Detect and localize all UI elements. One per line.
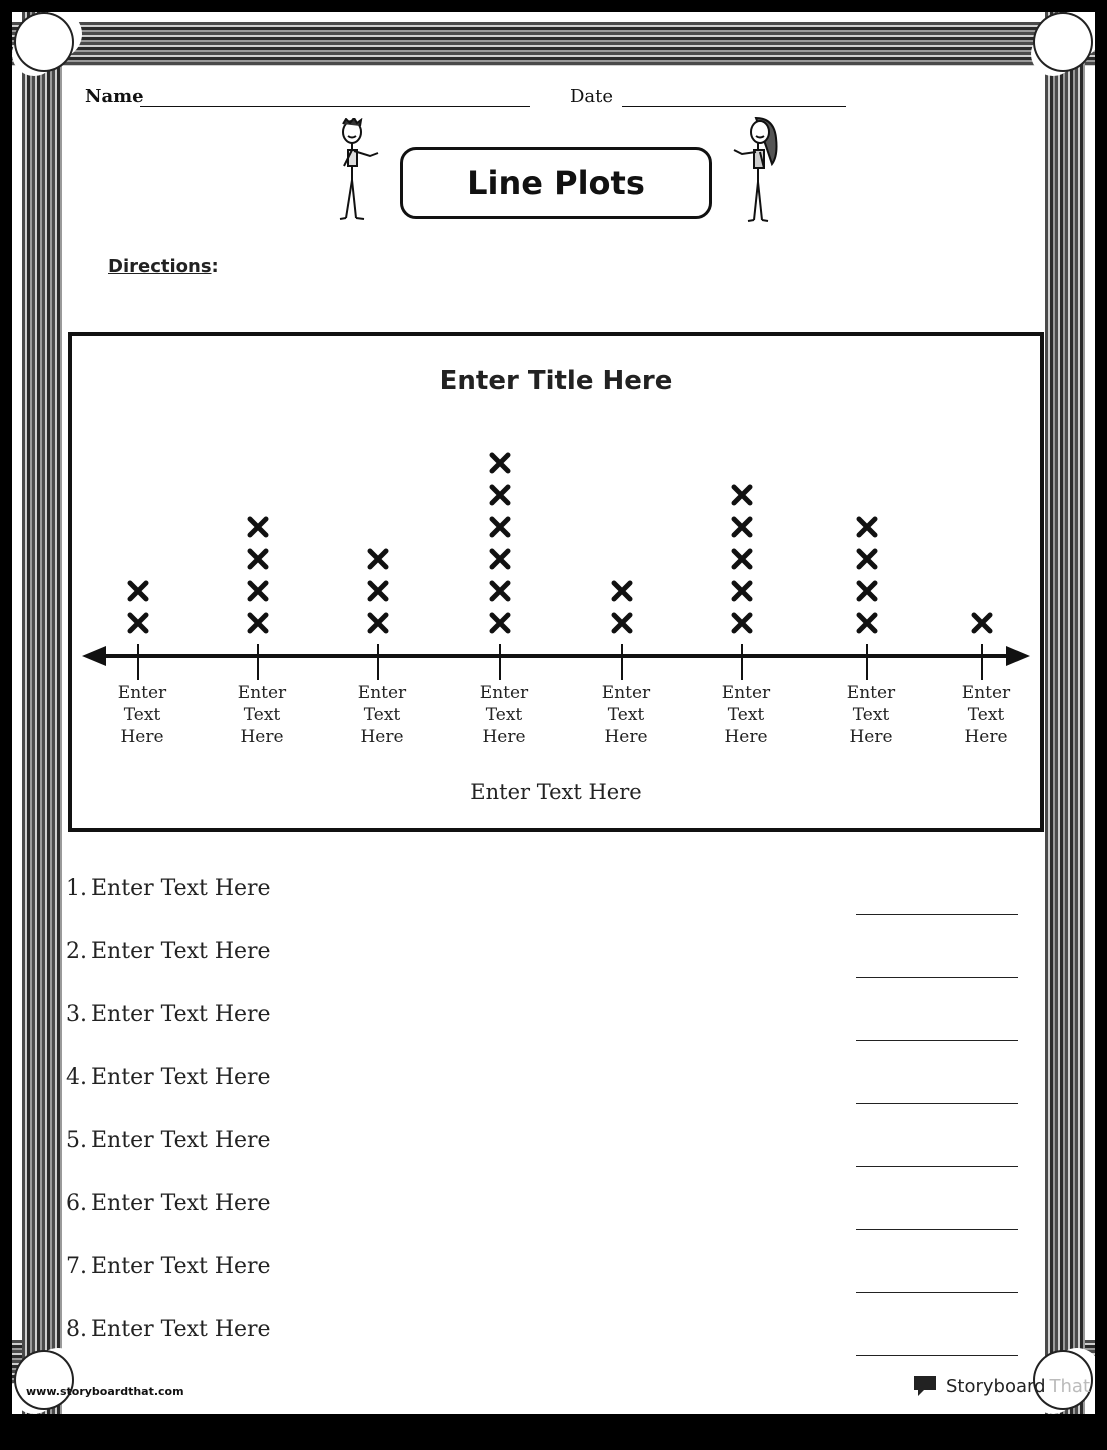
- x-mark-icon: [734, 583, 750, 599]
- x-mark-icon: [859, 583, 875, 599]
- question-number: 1.: [66, 876, 87, 901]
- x-mark-icon: [492, 551, 508, 567]
- storyboardthat-logo: [912, 1374, 1090, 1398]
- x-axis-label: Enter Text Here: [470, 780, 642, 804]
- x-mark-icon: [614, 583, 630, 599]
- question-text: Enter Text Here: [91, 1317, 271, 1342]
- worksheet-page: [12, 12, 1095, 1414]
- answer-line[interactable]: [856, 1166, 1018, 1167]
- directions-label-text: Directions: [108, 256, 212, 277]
- question-text: Enter Text Here: [91, 1128, 271, 1153]
- tick-label: Enter Text Here: [479, 683, 529, 747]
- question-number: 4.: [66, 1065, 87, 1090]
- question-row: [66, 1254, 1026, 1294]
- x-mark-icon: [614, 615, 630, 631]
- line-plot-box: [68, 332, 1044, 832]
- x-mark-icon: [492, 615, 508, 631]
- tick-label: Enter Text Here: [237, 683, 287, 747]
- brand-light-text: That: [1049, 1375, 1091, 1397]
- question-number: 2.: [66, 939, 87, 964]
- tick-label: Enter Text Here: [357, 683, 407, 747]
- tick-label: Enter Text Here: [721, 683, 771, 747]
- question-number: 8.: [66, 1317, 87, 1342]
- x-mark-icon: [492, 583, 508, 599]
- date-label: Date: [570, 86, 614, 107]
- corner-cloud-bottom-left: [16, 1352, 72, 1408]
- x-mark-icon: [370, 551, 386, 567]
- worksheet-title: Line Plots: [400, 147, 712, 219]
- frame-top-border: [12, 22, 1095, 66]
- question-number: 6.: [66, 1191, 87, 1216]
- right-arrowhead: [1006, 646, 1030, 666]
- directions-label: [108, 256, 219, 277]
- x-mark-icon: [130, 615, 146, 631]
- question-text: Enter Text Here: [91, 876, 271, 901]
- stick-girl-icon: [728, 116, 788, 226]
- date-field[interactable]: [622, 106, 846, 107]
- name-label: Name: [85, 86, 144, 107]
- tick-label: Enter Text Here: [961, 683, 1011, 747]
- question-row: [66, 1317, 1026, 1357]
- answer-line[interactable]: [856, 1292, 1018, 1293]
- x-mark-icon: [370, 615, 386, 631]
- question-text: Enter Text Here: [91, 1254, 271, 1279]
- frame-left-border: [22, 12, 62, 1414]
- x-mark-icon: [492, 455, 508, 471]
- speech-bubble-icon: [912, 1374, 942, 1398]
- corner-cloud-top-right: [1035, 14, 1091, 70]
- question-text: Enter Text Here: [91, 939, 271, 964]
- line-plot-chart: [72, 336, 1040, 828]
- answer-line[interactable]: [856, 1355, 1018, 1356]
- x-mark-icon: [859, 551, 875, 567]
- x-mark-icon: [370, 583, 386, 599]
- answer-line[interactable]: [856, 1040, 1018, 1041]
- question-number: 7.: [66, 1254, 87, 1279]
- x-mark-icon: [859, 519, 875, 535]
- question-text: Enter Text Here: [91, 1002, 271, 1027]
- answer-line[interactable]: [856, 1103, 1018, 1104]
- answer-line[interactable]: [856, 977, 1018, 978]
- question-row: [66, 876, 1026, 916]
- question-number: 5.: [66, 1128, 87, 1153]
- question-row: [66, 939, 1026, 979]
- question-row: [66, 1065, 1026, 1105]
- left-arrowhead: [82, 646, 106, 666]
- directions-colon: :: [211, 256, 219, 277]
- stick-boy-icon: [330, 118, 386, 226]
- x-mark-icon: [250, 583, 266, 599]
- x-mark-icon: [734, 487, 750, 503]
- question-row: [66, 1128, 1026, 1168]
- question-number: 3.: [66, 1002, 87, 1027]
- tick-label: Enter Text Here: [117, 683, 167, 747]
- tick-label: Enter Text Here: [601, 683, 651, 747]
- name-field[interactable]: [140, 106, 530, 107]
- x-mark-icon: [734, 519, 750, 535]
- x-mark-icon: [974, 615, 990, 631]
- question-text: Enter Text Here: [91, 1065, 271, 1090]
- x-mark-icon: [734, 615, 750, 631]
- x-mark-icon: [492, 487, 508, 503]
- x-mark-icon: [734, 551, 750, 567]
- frame-right-border: [1045, 12, 1085, 1414]
- footer-url: www.storyboardthat.com: [26, 1385, 184, 1398]
- chart-title: Enter Title Here: [439, 366, 673, 396]
- x-mark-icon: [250, 519, 266, 535]
- tick-label: Enter Text Here: [846, 683, 896, 747]
- x-mark-icon: [250, 615, 266, 631]
- question-row: [66, 1002, 1026, 1042]
- answer-line[interactable]: [856, 1229, 1018, 1230]
- x-mark-icon: [492, 519, 508, 535]
- x-mark-icon: [130, 583, 146, 599]
- answer-line[interactable]: [856, 914, 1018, 915]
- question-row: [66, 1191, 1026, 1231]
- brand-dark-text: Storyboard: [946, 1375, 1046, 1397]
- x-mark-icon: [250, 551, 266, 567]
- corner-cloud-top-left: [16, 14, 72, 70]
- x-mark-icon: [859, 615, 875, 631]
- question-text: Enter Text Here: [91, 1191, 271, 1216]
